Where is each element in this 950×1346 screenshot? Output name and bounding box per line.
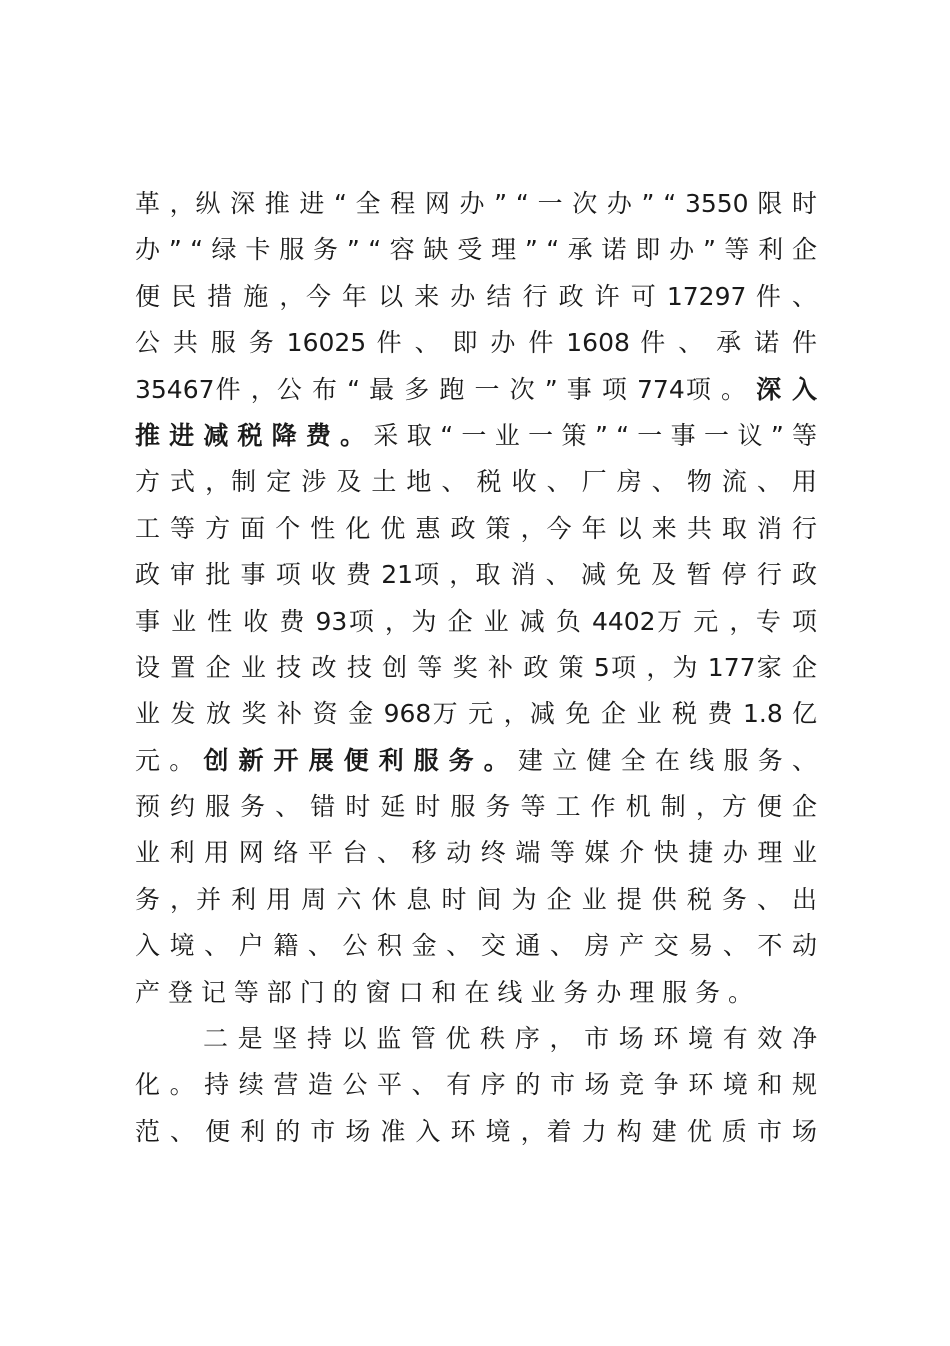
text-line [135, 320, 817, 366]
text-segment: 政 审 批 事 项 收 费 21项 ，取 消 、 减 免 及 暂 停 行 政 [135, 560, 817, 590]
bold-text-segment: 深 入 [756, 374, 817, 404]
text-line [135, 1109, 817, 1155]
text-segment: 范 、 便 利 的 市 场 准 入 环 境 ，着 力 构 建 优 质 市 场 [135, 1116, 817, 1146]
text-line [135, 691, 817, 737]
text-line [135, 1016, 817, 1062]
text-segment: 事 业 性 收 费 93项 ，为 企 业 减 负 4402万 元 ，专 项 [135, 606, 817, 636]
text-segment: 入 境 、 户 籍 、 公 积 金 、 交 通 、 房 产 交 易 、 不 动 [135, 931, 817, 961]
text-segment: 元 。 [135, 745, 204, 775]
text-segment: 建 立 健 全 在 线 服 务 、 [509, 745, 817, 775]
text-segment: 业 利 用 网 络 平 台 、 移 动 终 端 等 媒 介 快 捷 办 理 业 [135, 838, 817, 868]
text-line [135, 552, 817, 598]
text-line [135, 1062, 817, 1108]
text-line [135, 645, 817, 691]
text-line [135, 830, 817, 876]
text-segment: 便 民 措 施 ，今 年 以 来 办 结 行 政 许 可 17297 件 、 [135, 281, 817, 311]
text-line [135, 784, 817, 830]
document-body [135, 181, 817, 1155]
text-segment: 业 发 放 奖 补 资 金 968万 元 ，减 免 企 业 税 费 1.8 亿 [135, 699, 817, 729]
text-segment: 35467件 ，公 布 “ 最 多 跑 一 次 ” 事 项 774项 。 [135, 374, 757, 404]
text-line [135, 877, 817, 923]
text-line [135, 459, 817, 505]
text-segment: 二 是 坚 持 以 监 管 优 秩 序 ， 市 场 环 境 有 效 净 [203, 1024, 817, 1054]
text-segment: 设 置 企 业 技 改 技 创 等 奖 补 政 策 5项 ，为 177家 企 [135, 652, 817, 682]
text-line [135, 506, 817, 552]
text-line [135, 599, 817, 645]
text-segment: 化 。 持 续 营 造 公 平 、 有 序 的 市 场 竞 争 环 境 和 规 [135, 1070, 817, 1100]
text-segment: 革 ，纵 深 推 进 “ 全 程 网 办 ” “ 一 次 办 ” “ 3550 限 时 [135, 189, 817, 218]
text-line [135, 923, 817, 969]
bold-text-segment: 推 进 减 税 降 费 。 [135, 420, 366, 450]
text-line [135, 367, 817, 413]
text-segment: 采 取 “ 一 业 一 策 ” “ 一 事 一 议 ” 等 [365, 420, 817, 450]
text-line [135, 181, 817, 227]
text-segment: 产 登 记 等 部 门 的 窗 口 和 在 线 业 务 办 理 服 务 。 [135, 977, 754, 1007]
text-segment: 务 ，并 利 用 周 六 休 息 时 间 为 企 业 提 供 税 务 、 出 [135, 884, 817, 914]
text-segment: 方 式 ，制 定 涉 及 土 地 、 税 收 、 厂 房 、 物 流 、 用 [135, 467, 817, 497]
text-line [135, 413, 817, 459]
text-line [135, 227, 817, 273]
text-segment: 办 ” “ 绿 卡 服 务 ” “ 容 缺 受 理 ” “ 承 诺 即 办 ” 等 利 企 [135, 235, 817, 265]
text-line [135, 274, 817, 320]
text-line [135, 738, 817, 784]
text-segment: 公 共 服 务 16025 件 、 即 办 件 1608 件 、 承 诺 件 [135, 328, 817, 358]
text-segment: 工 等 方 面 个 性 化 优 惠 政 策 ，今 年 以 来 共 取 消 行 [135, 513, 817, 543]
text-line [135, 970, 817, 1016]
text-segment: 预 约 服 务 、 错 时 延 时 服 务 等 工 作 机 制 ，方 便 企 [135, 792, 817, 822]
bold-text-segment: 创 新 开 展 便 利 服 务 。 [203, 745, 510, 775]
